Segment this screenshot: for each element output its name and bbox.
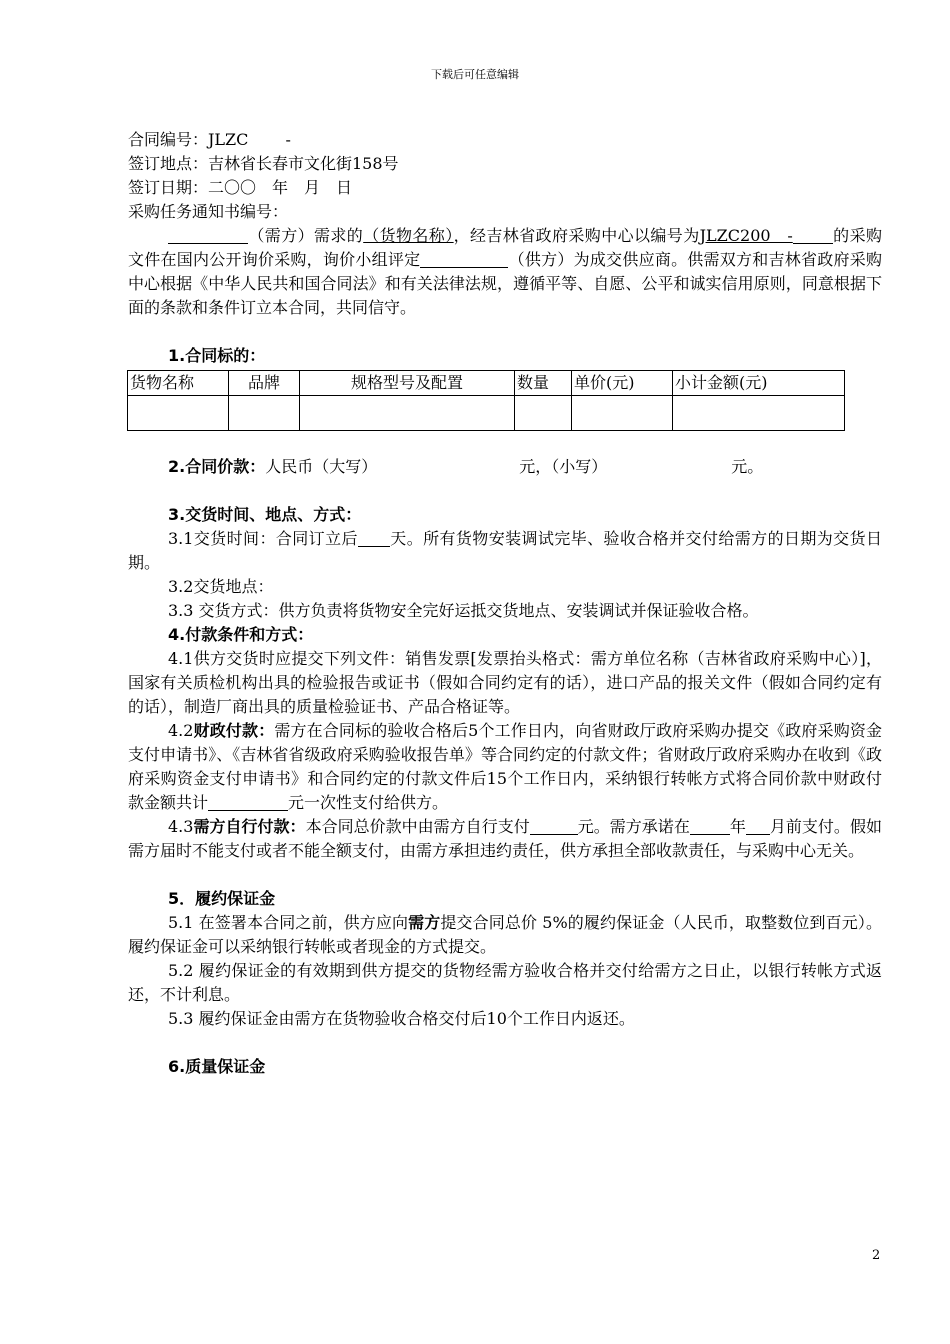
section-2-title: 2.合同价款： xyxy=(168,457,266,476)
delivery-method: 3.3 交货方式：供方负责将货物安全完好运抵交货地点、安装调试并保证验收合格。 xyxy=(168,601,759,620)
contract-body xyxy=(128,128,882,1079)
section-1-title: 1.合同标的： xyxy=(168,346,266,365)
section-5-title: 5．履约保证金 xyxy=(168,889,276,908)
col-brand: 品牌 xyxy=(229,371,300,396)
page-header-note: 下载后可任意编辑 xyxy=(431,68,519,81)
delivery-time: 3.1交货时间：合同订立后 天。所有货物安装调试完毕、验收合格并交付给需方的日期为交货日期。 xyxy=(128,529,882,572)
table-header-row xyxy=(128,371,845,396)
performance-bond-5-1: 5.1 在签署本合同之前，供方应向需方提交合同总价 5%的履约保证金（人民币，取整数位到百元）。履约保证金可以采纳银行转帐或者现金的方式提交。 xyxy=(128,913,882,956)
delivery-place: 3.2交货地点： xyxy=(168,577,274,596)
col-unit-price: 单价(元) xyxy=(572,371,673,396)
table-row xyxy=(128,396,845,431)
performance-bond-5-3: 5.3 履约保证金由需方在货物验收合格交付后10个工作日内返还。 xyxy=(168,1009,635,1028)
section-3-title: 3.交货时间、地点、方式： xyxy=(168,505,362,524)
signing-date: 签订日期：二〇〇 年 月 日 xyxy=(128,178,353,197)
section-2-price: 2.合同价款：人民币（大写） 元，（小写） 元。 xyxy=(168,457,764,476)
contract-number: 合同编号：JLZC - xyxy=(128,130,291,149)
fiscal-payment: 4.2财政付款：需方在合同标的验收合格后5个工作日内，向省财政厅政府采购办提交《政府采购资金支付申请书》、《吉林省省级政府采购验收报告单》等合同约定的付款文件；省财政厅政府采购办在收到《政府采购资金支付申请书》和合同约定的付款文件后15个工作日内，采纳银行转帐方式将合同价款中财政付款金额共计 元一次性支付给供方。 xyxy=(128,721,882,812)
self-payment: 4.3需方自行付款：本合同总价款中由需方自行支付 元。需方承诺在 年 月前支付。假如需方届时不能支付或者不能全额支付，由需方承担违约责任，供方承担全部收款责任，与采购中心无关。 xyxy=(128,817,882,860)
section-6-title: 6.质量保证金 xyxy=(168,1057,266,1076)
procurement-code: JLZC200 - xyxy=(699,226,793,245)
intro-paragraph: （需方）需求的（货物名称），经吉林省政府采购中心以编号为JLZC200 - 的采购文件在国内公开询价采购，询价小组评定 （供方）为成交供应商。供需双方和吉林省政府采购中心根据《中华人民共和国合同法》和有关法律法规，遵循平等、自愿、公平和诚实信用原则，同意根据下面的条款和条件订立本合同，共同信守。 xyxy=(128,226,882,317)
task-notice-number: 采购任务通知书编号： xyxy=(128,202,289,221)
signing-location: 签订地点：吉林省长春市文化街158号 xyxy=(128,154,399,173)
col-quantity: 数量 xyxy=(515,371,572,396)
payment-documents: 4.1供方交货时应提交下列文件：销售发票[发票抬头格式：需方单位名称（吉林省政府采购中心）]，国家有关质检机构出具的检验报告或证书（假如合同约定有的话），进口产品的报关文件（假如合同约定有的话），制造厂商出具的质量检验证书、产品合格证等。 xyxy=(128,649,882,716)
supplier-blank xyxy=(420,251,508,268)
goods-table xyxy=(127,370,845,431)
col-subtotal: 小计金额(元) xyxy=(673,371,845,396)
buyer-blank xyxy=(168,227,248,244)
col-spec: 规格型号及配置 xyxy=(300,371,515,396)
page-number: 2 xyxy=(872,1248,881,1263)
goods-name-field: （货物名称） xyxy=(363,226,454,245)
performance-bond-5-2: 5.2 履约保证金的有效期到供方提交的货物经需方验收合格并交付给需方之日止，以银行转帐方式返还，不计利息。 xyxy=(128,961,882,1004)
section-4-title: 4.付款条件和方式： xyxy=(168,625,314,644)
col-goods-name: 货物名称 xyxy=(128,371,229,396)
